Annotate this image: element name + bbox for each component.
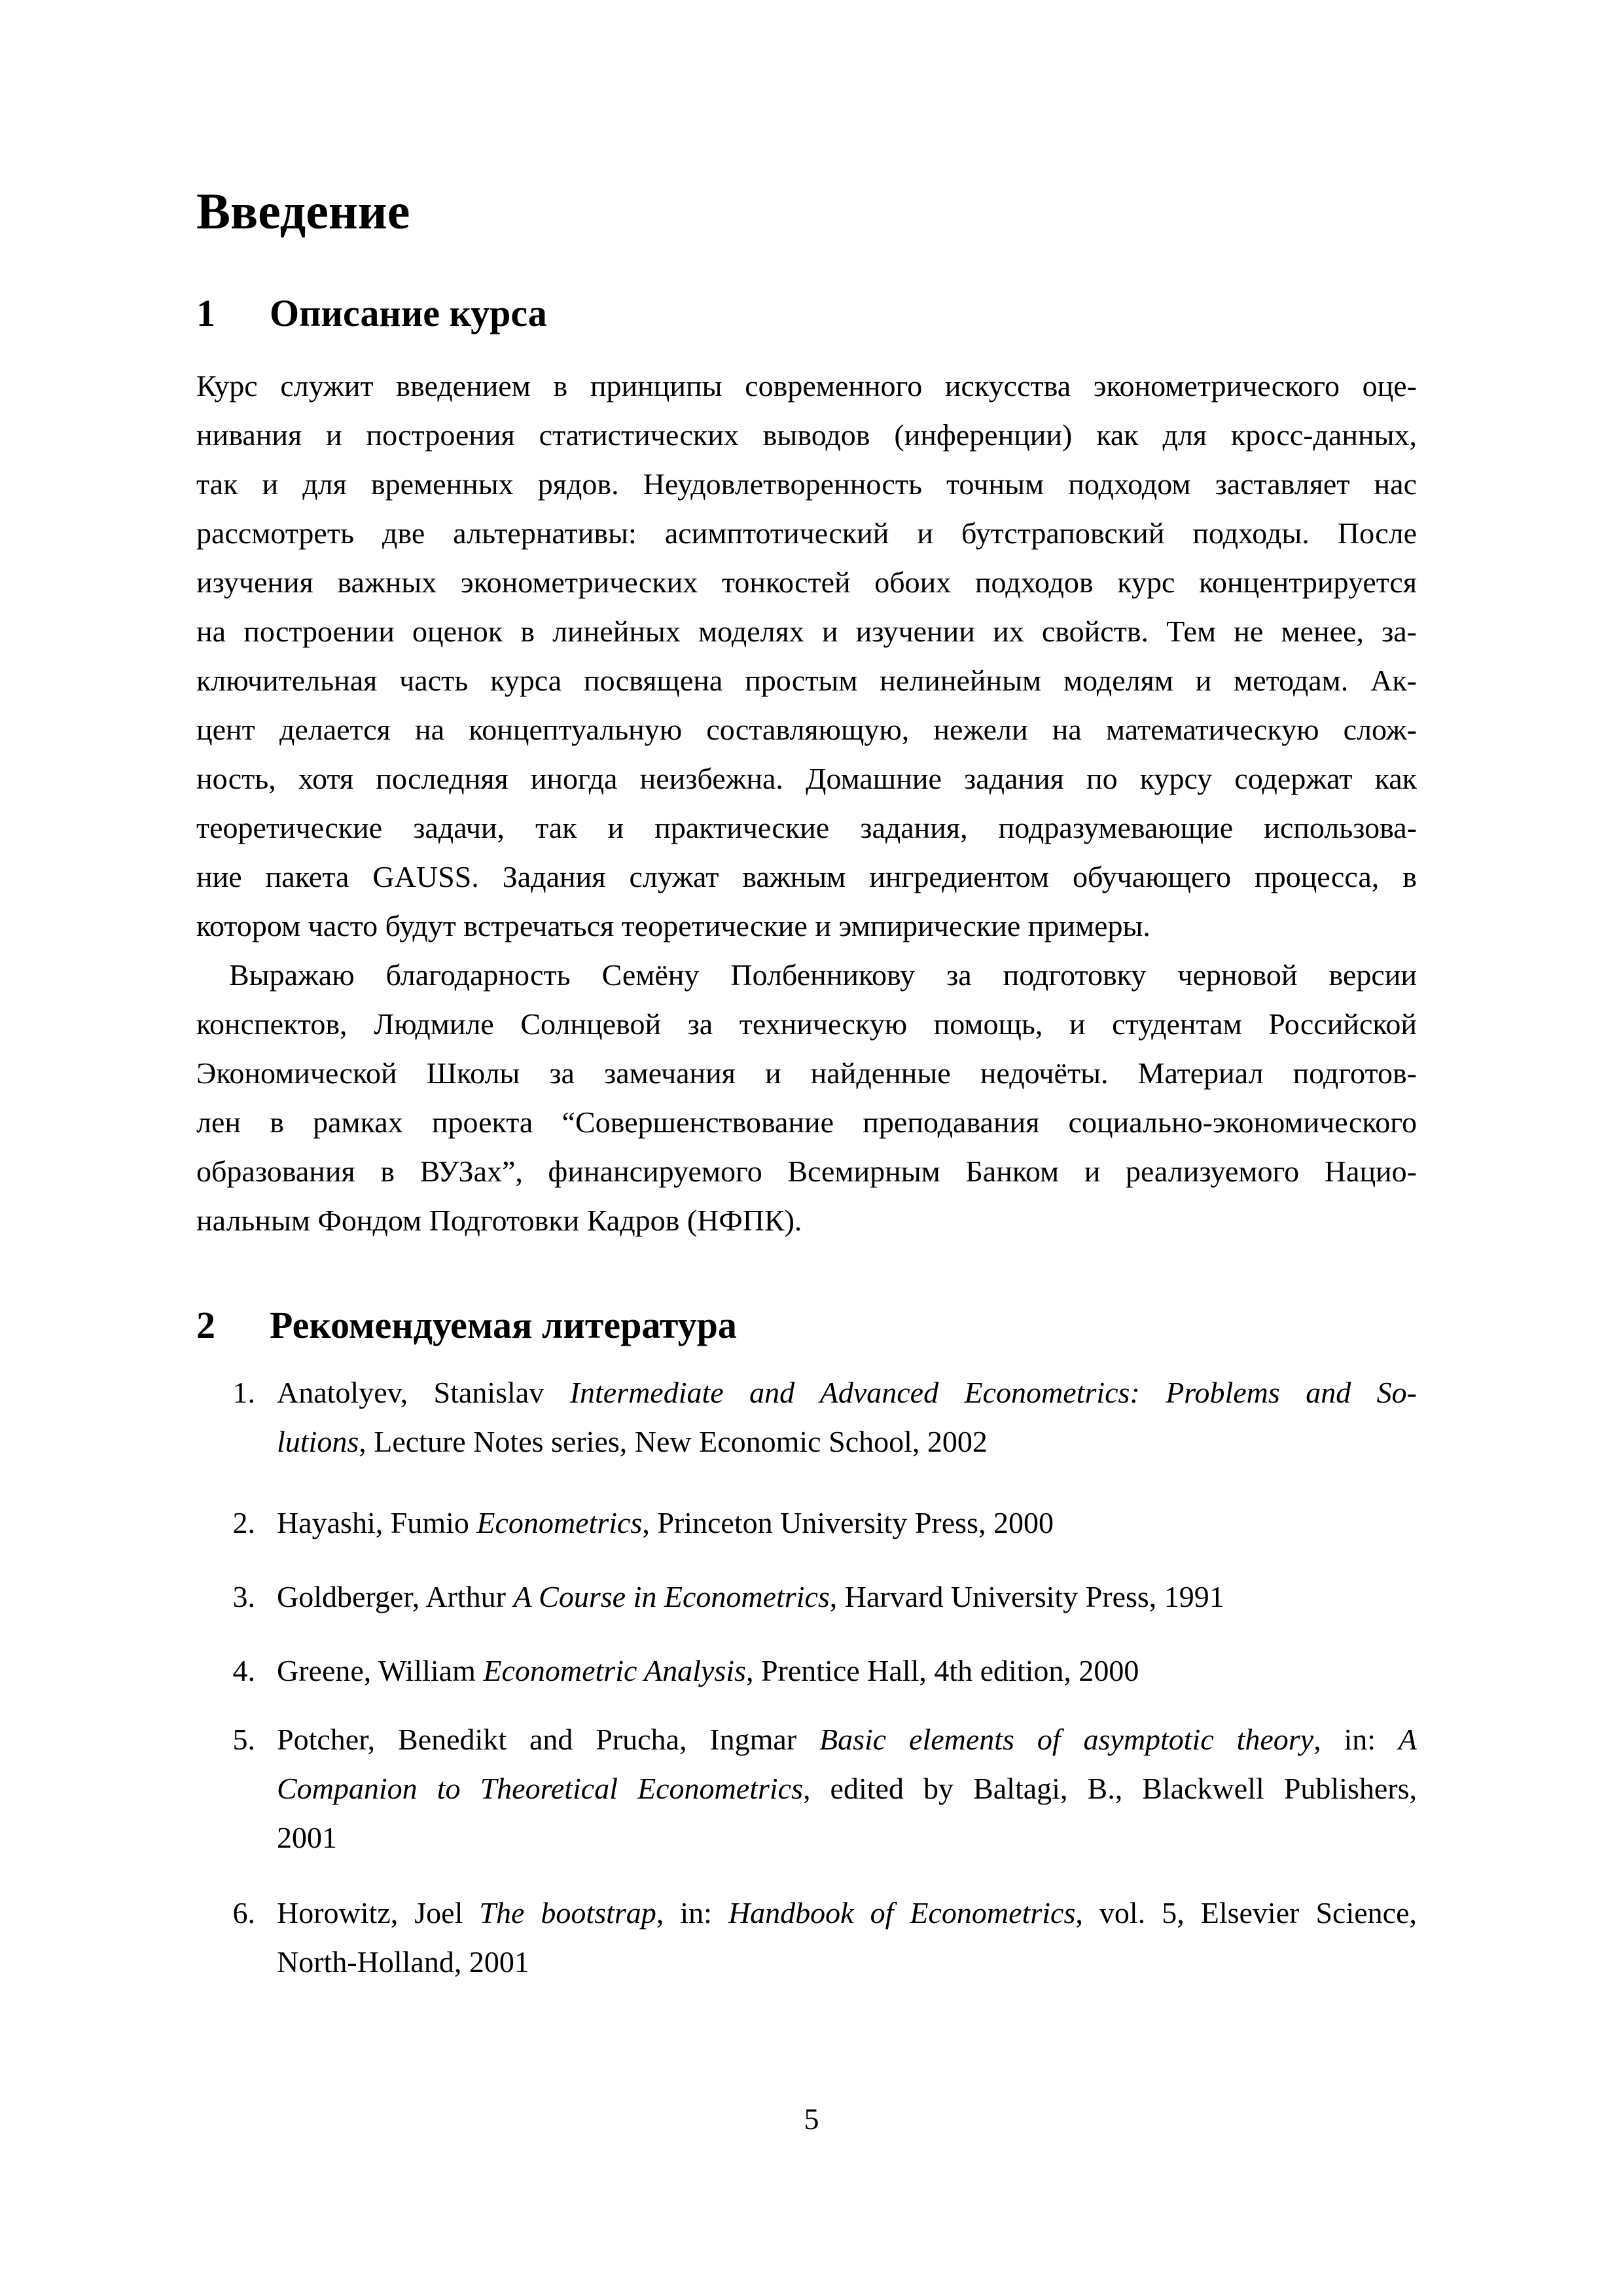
paragraph-course-description: [196, 361, 1417, 950]
text-line: цент делается на концептуальную составляющую, нежели на математическую слож-: [196, 713, 1417, 746]
text-line: изучения важных эконометрических тонкостей обоих подходов курс концентрируется: [196, 565, 1417, 599]
reference-number: 3.: [232, 1580, 255, 1613]
text-line: [277, 1764, 1417, 1813]
reference-number: 4.: [232, 1654, 255, 1687]
reference-number: 2.: [232, 1506, 255, 1539]
reference-title: Basic elements of asymptotic theory: [819, 1723, 1314, 1756]
text-line: [277, 1368, 1417, 1417]
text-line: котором часто будут встречаться теоретические и эмпирические примеры.: [196, 909, 1150, 942]
text-line: Экономической Школы за замечания и найденные недочёты. Материал подготов-: [196, 1056, 1417, 1090]
reference-in-label: , in:: [656, 1896, 728, 1929]
text-line: [277, 1498, 1417, 1547]
text-line: так и для временных рядов. Неудовлетворенность точным подходом заставляет нас: [196, 467, 1417, 501]
reference-item-2: [232, 1498, 1417, 1547]
page-title: Введение: [196, 183, 410, 240]
text-line: нивания и построения статистических выводов (инференции) как для кросс-данных,: [196, 418, 1417, 452]
reference-number: 5.: [232, 1723, 255, 1756]
reference-authors: Horowitz, Joel: [277, 1896, 480, 1929]
text-line: Курс служит введением в принципы современного искусства эконометрического оце-: [196, 369, 1417, 403]
section-2-number: 2: [196, 1304, 215, 1346]
text-line: Выражаю благодарность Семёну Полбенникову за подготовку черновой версии: [229, 958, 1417, 992]
reference-year: 2001: [277, 1821, 337, 1854]
reference-item-6: [232, 1888, 1418, 1986]
reference-authors: Anatolyev, Stanislav: [277, 1376, 570, 1409]
reference-item-1: [232, 1368, 1417, 1466]
reference-authors: Hayashi, Fumio: [277, 1506, 477, 1539]
text-line: рассмотреть две альтернативы: асимптотический и бутстраповский подходы. После: [196, 516, 1417, 550]
section-2-heading: [196, 1302, 1417, 1348]
reference-authors: Goldberger, Arthur: [277, 1580, 514, 1613]
reference-collection-title: Companion to Theoretical Econometrics: [277, 1772, 803, 1805]
page-number: 5: [804, 2102, 819, 2136]
text-line: [277, 1813, 1417, 1862]
text-line: конспектов, Людмиле Солнцевой за техническую помощь, и студентам Российской: [196, 1007, 1417, 1041]
reference-publisher: , Harvard University Press, 1991: [829, 1580, 1224, 1613]
text-line: [277, 1417, 1417, 1466]
reference-publisher: , Lecture Notes series, New Economic School, 2002: [359, 1425, 988, 1458]
reference-title: lutions: [277, 1425, 359, 1458]
reference-title: The bootstrap: [479, 1896, 656, 1929]
text-line: [277, 1715, 1417, 1764]
text-line: на построении оценок в линейных моделях и изучении их свойств. Тем не менее, за-: [196, 615, 1417, 648]
section-1-title: Описание курса: [270, 292, 547, 334]
reference-publisher: , Prentice Hall, 4th edition, 2000: [745, 1654, 1139, 1687]
text-line: нальным Фондом Подготовки Кадров (НФПК).: [196, 1204, 802, 1237]
reference-collection-title: A: [1398, 1723, 1417, 1756]
text-line: [277, 1646, 1417, 1695]
reference-item-5: [232, 1715, 1418, 1862]
reference-title: Econometric Analysis: [483, 1654, 746, 1687]
text-line: ключительная часть курса посвящена простым нелинейным моделям и методам. Ак-: [196, 664, 1417, 697]
reference-publisher: North-Holland, 2001: [277, 1945, 529, 1979]
text-line: ние пакета GAUSS. Задания служат важным ингредиентом обучающего процесса, в: [196, 860, 1417, 893]
text-line: теоретические задачи, так и практические задания, подразумевающие использова-: [196, 811, 1417, 844]
text-line: [277, 1572, 1417, 1621]
reference-item-3: [232, 1572, 1417, 1621]
reference-title: Econometrics: [476, 1506, 643, 1539]
paragraph-acknowledgements: [196, 950, 1417, 1245]
section-2-title: Рекомендуемая литература: [270, 1304, 737, 1346]
reference-item-4: [232, 1646, 1417, 1695]
reference-authors: Potcher, Benedikt and Prucha, Ingmar: [277, 1723, 819, 1756]
text-line: [277, 1888, 1417, 1937]
text-line: лен в рамках проекта “Совершенствование преподавания социально-экономического: [196, 1105, 1417, 1139]
reference-number: 1.: [232, 1376, 255, 1409]
reference-in-label: , in:: [1313, 1723, 1399, 1756]
text-line: образования в ВУЗах”, финансируемого Всемирным Банком и реализуемого Нацио-: [196, 1155, 1417, 1188]
reference-publisher: , vol. 5, Elsevier Science,: [1075, 1896, 1418, 1929]
reference-number: 6.: [232, 1896, 255, 1929]
reference-collection-title: Handbook of Econometrics: [728, 1896, 1076, 1929]
reference-publisher: , Princeton University Press, 2000: [642, 1506, 1054, 1539]
reference-publisher: , edited by Baltagi, B., Blackwell Publishers,: [802, 1772, 1418, 1805]
section-1-number: 1: [196, 292, 215, 334]
reference-authors: Greene, William: [277, 1654, 484, 1687]
reference-title: A Course in Econometrics: [513, 1580, 830, 1613]
reference-title: Intermediate and Advanced Econometrics: Problems and So-: [569, 1376, 1417, 1409]
text-line: [277, 1937, 1417, 1986]
section-1-heading: [196, 291, 1417, 336]
text-line: ность, хотя последняя иногда неизбежна. Домашние задания по курсу содержат как: [196, 762, 1417, 795]
